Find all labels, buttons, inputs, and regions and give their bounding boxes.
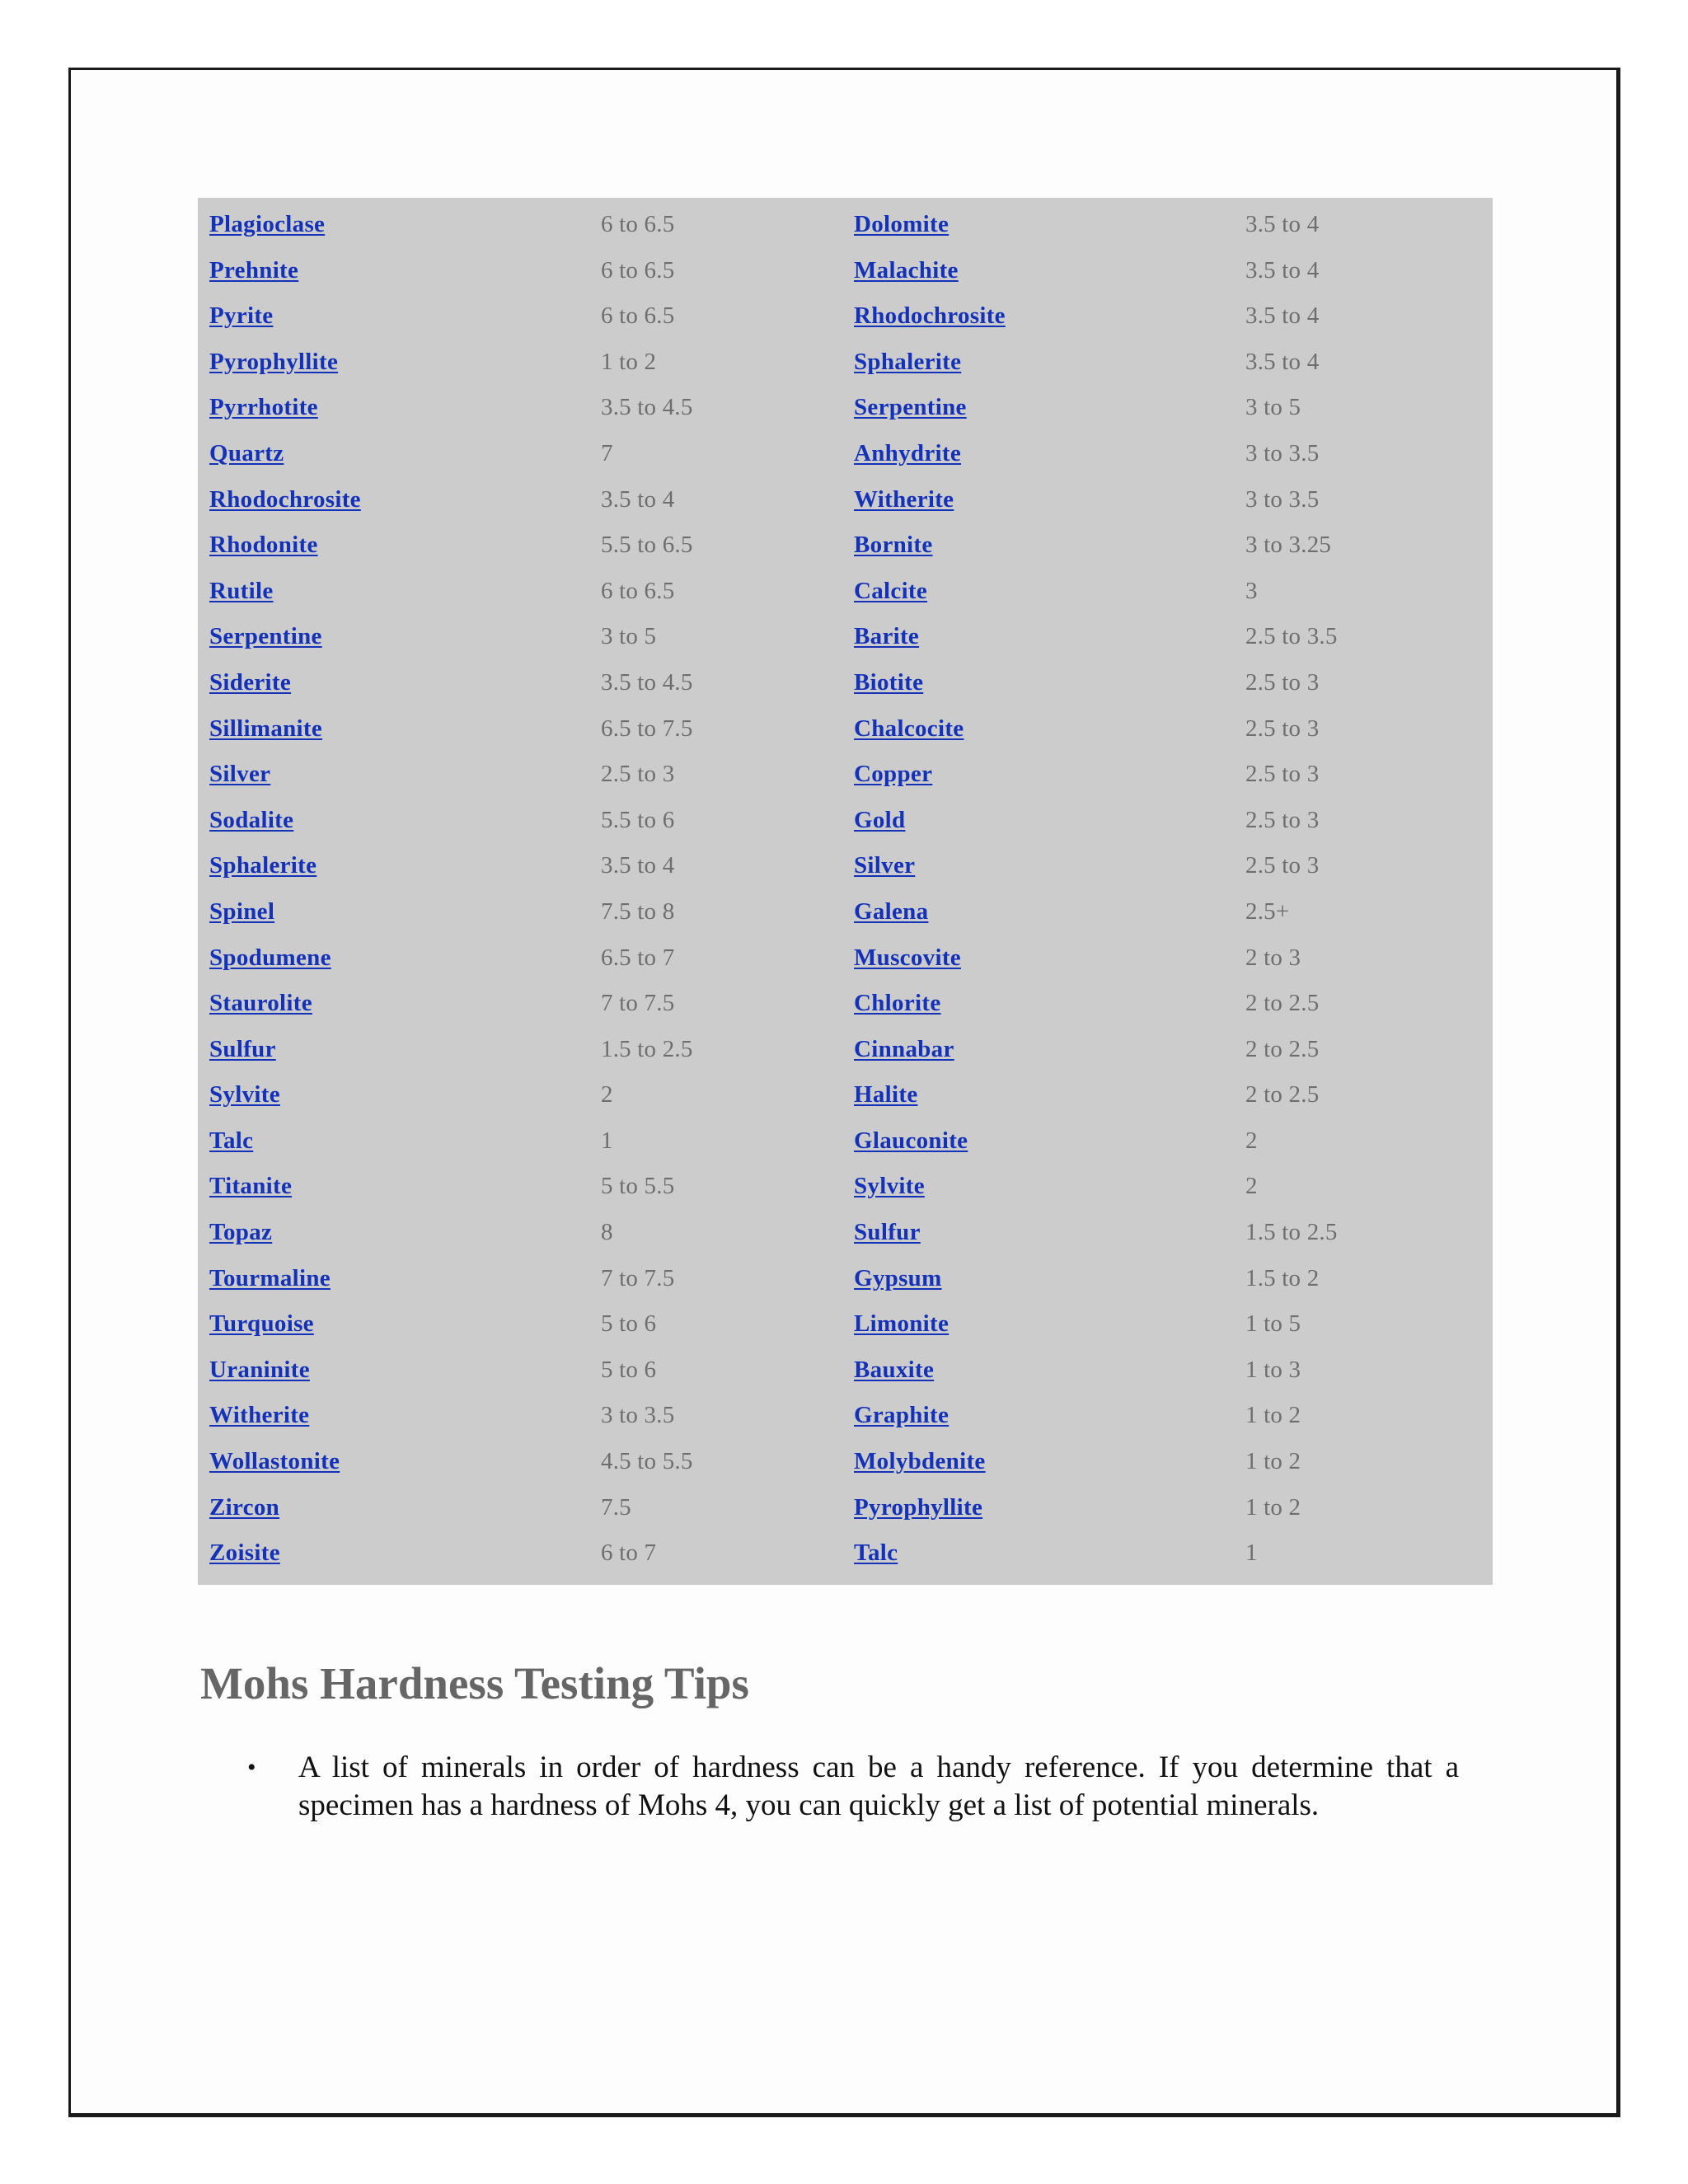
hardness-value: 2.5 to 3 bbox=[1245, 715, 1320, 742]
table-row bbox=[198, 301, 1493, 347]
mineral-link[interactable]: Gypsum bbox=[854, 1264, 942, 1291]
table-row bbox=[198, 1080, 1493, 1126]
hardness-value: 2.5 to 3 bbox=[1245, 852, 1320, 879]
hardness-value: 7 to 7.5 bbox=[601, 990, 675, 1017]
mineral-link[interactable]: Sphalerite bbox=[854, 348, 962, 375]
mineral-link[interactable]: Staurolite bbox=[209, 990, 312, 1017]
table-row bbox=[198, 1217, 1493, 1263]
table-row bbox=[198, 485, 1493, 531]
table-row bbox=[198, 576, 1493, 622]
hardness-value: 7.5 to 8 bbox=[601, 898, 675, 925]
table-row bbox=[198, 1493, 1493, 1539]
mineral-link[interactable]: Anhydrite bbox=[854, 439, 961, 466]
hardness-value: 2.5 to 3 bbox=[1245, 806, 1320, 833]
mineral-link[interactable]: Turquoise bbox=[209, 1310, 314, 1338]
hardness-value: 3.5 to 4 bbox=[601, 852, 675, 879]
section-heading: Mohs Hardness Testing Tips bbox=[200, 1658, 749, 1708]
table-row bbox=[198, 438, 1493, 485]
table-row bbox=[198, 1538, 1493, 1584]
hardness-value: 5.5 to 6.5 bbox=[601, 532, 693, 559]
mineral-link[interactable]: Rhodochrosite bbox=[209, 485, 361, 513]
hardness-value: 2.5 to 3 bbox=[1245, 668, 1320, 696]
hardness-value: 2 to 2.5 bbox=[1245, 990, 1320, 1017]
mineral-link[interactable]: Prehnite bbox=[209, 256, 299, 284]
mineral-link[interactable]: Pyrite bbox=[209, 302, 274, 330]
mineral-link[interactable]: Glauconite bbox=[854, 1127, 968, 1154]
hardness-value: 7.5 bbox=[601, 1493, 631, 1521]
hardness-value: 2.5 to 3.5 bbox=[1245, 623, 1338, 650]
mineral-link[interactable]: Silver bbox=[209, 761, 271, 788]
hardness-value: 3.5 to 4 bbox=[1245, 348, 1320, 375]
mineral-link[interactable]: Zoisite bbox=[209, 1540, 280, 1567]
hardness-value: 3.5 to 4.5 bbox=[601, 668, 693, 696]
hardness-value: 3.5 to 4 bbox=[1245, 302, 1320, 330]
table-row bbox=[198, 1126, 1493, 1172]
mineral-link[interactable]: Sodalite bbox=[209, 806, 294, 833]
mineral-link[interactable]: Pyrophyllite bbox=[854, 1493, 983, 1521]
tips-list bbox=[247, 1749, 1459, 1825]
hardness-value: 1 to 2 bbox=[1245, 1493, 1301, 1521]
hardness-value: 6 to 6.5 bbox=[601, 211, 675, 237]
mineral-link[interactable]: Witherite bbox=[209, 1402, 310, 1429]
mineral-link[interactable]: Quartz bbox=[209, 439, 284, 466]
hardness-value: 6 to 7 bbox=[601, 1540, 657, 1567]
hardness-value: 6.5 to 7.5 bbox=[601, 715, 693, 742]
mineral-link[interactable]: Uraninite bbox=[209, 1356, 310, 1383]
hardness-value: 3 to 5 bbox=[601, 623, 657, 650]
mineral-link[interactable]: Serpentine bbox=[854, 394, 967, 421]
mineral-link[interactable]: Talc bbox=[854, 1540, 898, 1567]
hardness-value: 3.5 to 4.5 bbox=[601, 394, 693, 421]
hardness-value: 1.5 to 2 bbox=[1245, 1264, 1320, 1291]
hardness-value: 5 to 5.5 bbox=[601, 1173, 675, 1200]
mineral-link[interactable]: Malachite bbox=[854, 256, 959, 284]
table-row bbox=[198, 1034, 1493, 1080]
mineral-link[interactable]: Sulfur bbox=[209, 1035, 276, 1062]
hardness-value: 3 to 3.25 bbox=[1245, 532, 1332, 559]
hardness-value: 3 to 5 bbox=[1245, 394, 1301, 421]
mineral-link[interactable]: Graphite bbox=[854, 1402, 950, 1429]
mineral-link[interactable]: Biotite bbox=[854, 668, 924, 696]
hardness-value: 6 to 6.5 bbox=[601, 577, 675, 604]
hardness-value: 2.5 to 3 bbox=[1245, 761, 1320, 788]
mineral-link[interactable]: Molybdenite bbox=[854, 1448, 986, 1475]
mineral-link[interactable]: Copper bbox=[854, 761, 933, 788]
hardness-value: 1 bbox=[1245, 1540, 1258, 1567]
table-row bbox=[198, 209, 1493, 255]
tip-item bbox=[247, 1749, 1459, 1825]
mineral-link[interactable]: Limonite bbox=[854, 1310, 950, 1338]
mineral-link[interactable]: Muscovite bbox=[854, 944, 961, 971]
hardness-value: 3.5 to 4 bbox=[1245, 211, 1320, 237]
table-row bbox=[198, 1446, 1493, 1493]
hardness-value: 1 to 2 bbox=[1245, 1402, 1301, 1429]
table-row bbox=[198, 943, 1493, 989]
mineral-link[interactable]: Barite bbox=[854, 623, 920, 650]
mineral-link[interactable]: Sillimanite bbox=[209, 715, 323, 742]
hardness-value: 3.5 to 4 bbox=[601, 485, 675, 513]
mineral-link[interactable]: Sylvite bbox=[209, 1081, 280, 1108]
table-row bbox=[198, 621, 1493, 668]
mineral-link[interactable]: Chalcocite bbox=[854, 715, 964, 742]
hardness-value: 6 to 6.5 bbox=[601, 256, 675, 284]
hardness-value: 1 to 2 bbox=[601, 348, 657, 375]
table-row bbox=[198, 1355, 1493, 1401]
hardness-value: 1.5 to 2.5 bbox=[1245, 1219, 1338, 1246]
mineral-link[interactable]: Silver bbox=[854, 852, 916, 879]
mineral-link[interactable]: Rhodonite bbox=[209, 532, 318, 559]
table-row bbox=[198, 530, 1493, 576]
mineral-link[interactable]: Plagioclase bbox=[209, 211, 326, 237]
table-row bbox=[198, 1400, 1493, 1446]
hardness-value: 2 bbox=[601, 1081, 613, 1108]
table-row bbox=[198, 255, 1493, 302]
table-row bbox=[198, 851, 1493, 897]
mineral-link[interactable]: Zircon bbox=[209, 1493, 280, 1521]
table-row bbox=[198, 1171, 1493, 1217]
hardness-value: 3 to 3.5 bbox=[601, 1402, 675, 1429]
hardness-value: 8 bbox=[601, 1219, 613, 1246]
hardness-value: 5.5 to 6 bbox=[601, 806, 675, 833]
mineral-link[interactable]: Serpentine bbox=[209, 623, 322, 650]
mineral-link[interactable]: Galena bbox=[854, 898, 929, 925]
hardness-value: 7 bbox=[601, 439, 613, 466]
hardness-value: 3 bbox=[1245, 577, 1258, 604]
table-row bbox=[198, 1263, 1493, 1310]
mineral-link[interactable]: Dolomite bbox=[854, 211, 950, 237]
table-row bbox=[198, 759, 1493, 805]
mineral-link[interactable]: Gold bbox=[854, 806, 906, 833]
hardness-value: 2 bbox=[1245, 1173, 1258, 1200]
mineral-link[interactable]: Pyrrhotite bbox=[209, 394, 318, 421]
mineral-link[interactable]: Sphalerite bbox=[209, 852, 317, 879]
mineral-link[interactable]: Spodumene bbox=[209, 944, 331, 971]
mineral-link[interactable]: Pyrophyllite bbox=[209, 348, 339, 375]
mineral-hardness-table bbox=[198, 198, 1493, 1585]
mineral-link[interactable]: Sulfur bbox=[854, 1219, 921, 1246]
bullet-icon: • bbox=[247, 1754, 256, 1781]
mineral-link[interactable]: Titanite bbox=[209, 1173, 293, 1200]
mineral-link[interactable]: Rutile bbox=[209, 577, 274, 604]
mineral-link[interactable]: Bornite bbox=[854, 532, 933, 559]
hardness-value: 2 to 2.5 bbox=[1245, 1035, 1320, 1062]
hardness-value: 1 to 3 bbox=[1245, 1356, 1301, 1383]
mineral-link[interactable]: Bauxite bbox=[854, 1356, 935, 1383]
hardness-value: 2.5+ bbox=[1245, 898, 1290, 925]
table-row bbox=[198, 347, 1493, 393]
hardness-value: 4.5 to 5.5 bbox=[601, 1448, 693, 1475]
table-row bbox=[198, 805, 1493, 851]
mineral-link[interactable]: Topaz bbox=[209, 1219, 273, 1246]
hardness-value: 1 to 5 bbox=[1245, 1310, 1301, 1338]
mineral-link[interactable]: Spinel bbox=[209, 898, 275, 925]
mineral-link[interactable]: Rhodochrosite bbox=[854, 302, 1006, 330]
table-row bbox=[198, 668, 1493, 714]
mineral-link[interactable]: Witherite bbox=[854, 485, 954, 513]
mineral-link[interactable]: Calcite bbox=[854, 577, 928, 604]
tip-text: A list of minerals in order of hardness can be a handy reference. If you determine that a specimen has a hardness of Mohs 4, you can quickly get a list of potential minerals. bbox=[298, 1750, 1459, 1822]
mineral-link[interactable]: Tourmaline bbox=[209, 1264, 331, 1291]
hardness-value: 6.5 to 7 bbox=[601, 944, 675, 971]
hardness-value: 3.5 to 4 bbox=[1245, 256, 1320, 284]
mineral-link[interactable]: Chlorite bbox=[854, 990, 941, 1017]
table-row bbox=[198, 714, 1493, 760]
hardness-value: 5 to 6 bbox=[601, 1356, 657, 1383]
table-row bbox=[198, 392, 1493, 438]
hardness-value: 3 to 3.5 bbox=[1245, 439, 1320, 466]
hardness-value: 6 to 6.5 bbox=[601, 302, 675, 330]
hardness-value: 5 to 6 bbox=[601, 1310, 657, 1338]
hardness-value: 1.5 to 2.5 bbox=[601, 1035, 693, 1062]
hardness-value: 7 to 7.5 bbox=[601, 1264, 675, 1291]
mineral-link[interactable]: Cinnabar bbox=[854, 1035, 954, 1062]
hardness-value: 3 to 3.5 bbox=[1245, 485, 1320, 513]
hardness-value: 1 to 2 bbox=[1245, 1448, 1301, 1475]
hardness-value: 2 to 2.5 bbox=[1245, 1081, 1320, 1108]
table-row bbox=[198, 897, 1493, 943]
mineral-link[interactable]: Wollastonite bbox=[209, 1448, 340, 1475]
hardness-value: 2.5 to 3 bbox=[601, 761, 675, 788]
mineral-link[interactable]: Siderite bbox=[209, 668, 292, 696]
hardness-value: 2 to 3 bbox=[1245, 944, 1301, 971]
mineral-link[interactable]: Halite bbox=[854, 1081, 918, 1108]
table-row bbox=[198, 1309, 1493, 1355]
table-row bbox=[198, 988, 1493, 1034]
mineral-link[interactable]: Sylvite bbox=[854, 1173, 925, 1200]
mineral-link[interactable]: Talc bbox=[209, 1127, 254, 1154]
hardness-value: 1 bbox=[601, 1127, 613, 1154]
hardness-value: 2 bbox=[1245, 1127, 1258, 1154]
